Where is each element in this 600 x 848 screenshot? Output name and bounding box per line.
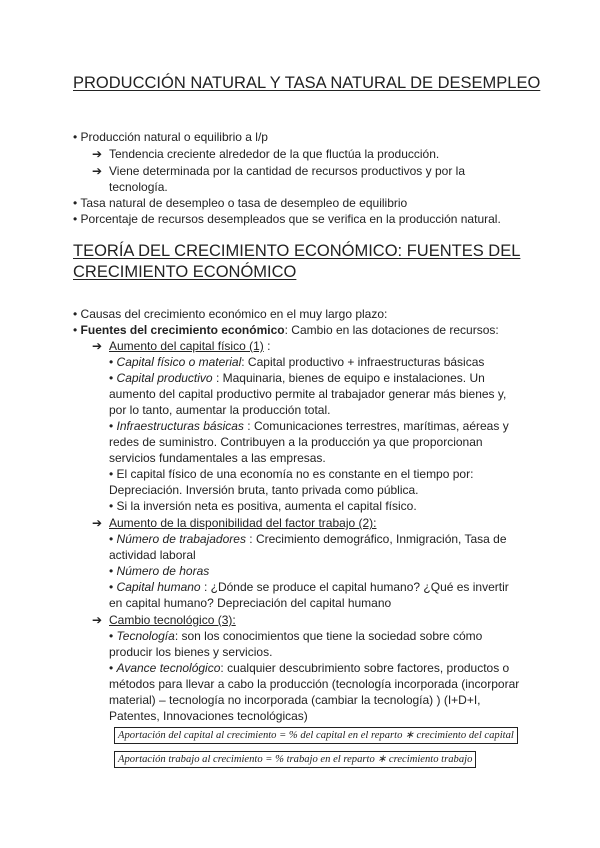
capital-line-5-rest: : Comunicaciones terrestres, marítimas, aéreas y [243, 419, 509, 433]
capital-productivo-term: Capital productivo [116, 371, 213, 385]
formula-capital: Aportación del capital al crecimiento = % del capital en el reparto ∗ crecimiento del capital [114, 727, 518, 744]
arrow-icon: ➔ [92, 516, 103, 530]
numero-horas-term: Número de horas [116, 564, 210, 578]
avance-tecnologico-term: Avance tecnológico [116, 661, 221, 675]
bullet-fuentes [73, 322, 499, 338]
sub-bullet-tecnologia: tecnología. [109, 180, 168, 194]
capital-line-2-rest: : Maquinaria, bienes de equipo e instalaciones. Un [212, 371, 485, 385]
capital-line-7: servicios fundamentales a las empresas. [109, 451, 326, 465]
capital-line-8: • El capital físico de una economía no es constante en el tiempo por: [109, 467, 474, 481]
bullet-mark: • [73, 323, 81, 337]
trabajo-line-4 [109, 579, 509, 595]
arrow-icon: ➔ [92, 147, 103, 161]
fuentes-bold: Fuentes del crecimiento económico [80, 323, 285, 337]
tecno-line-1-rest: : son los conocimientos que tiene la sociedad sobre cómo [174, 629, 483, 643]
capital-line-1 [109, 354, 484, 370]
arrow-icon: ➔ [92, 164, 103, 178]
trabajo-line-1 [109, 531, 507, 547]
capital-line-2 [109, 370, 485, 386]
trabajo-line-1-rest: : Crecimiento demográfico, Inmigración, Tasa de [245, 532, 507, 546]
tecno-line-6: Patentes, Innovaciones tecnológicas) [109, 709, 308, 723]
capital-heading-text: Aumento del capital físico (1) [109, 339, 264, 353]
bullet-causas: • Causas del crecimiento económico en el muy largo plazo: [73, 307, 388, 321]
bullet-mark: • [109, 355, 117, 369]
bullet-mark: • [109, 419, 117, 433]
bullet-porcentaje: • Porcentaje de recursos desempleados que se verifica en la producción natural. [73, 212, 501, 226]
trabajo-line-5: en capital humano? Depreciación del capital humano [109, 596, 392, 610]
section-2-title: TEORÍA DEL CRECIMIENTO ECONÓMICO: FUENTES DEL CRECIMIENTO ECONÓMICO [73, 242, 521, 281]
tecno-line-4: métodos para llevar a cabo la producción (tecnología incorporada (incorporar [109, 677, 520, 691]
numero-trabajadores-term: Número de trabajadores [116, 532, 246, 546]
tecno-line-1 [109, 628, 482, 644]
bullet-produccion-natural: • Producción natural o equilibrio a l/p [73, 130, 268, 144]
arrow-icon: ➔ [92, 613, 103, 627]
sub-bullet-tendencia: Tendencia creciente alrededor de la que fluctúa la producción. [109, 147, 440, 161]
capital-line-6: redes de suministro. Contribuyen a la producción ya que proporcionan [109, 435, 483, 449]
capital-line-9: Depreciación. Inversión bruta, tanto privada como pública. [109, 483, 419, 497]
capital-heading-suffix: : [263, 339, 271, 353]
capital-line-10: • Si la inversión neta es positiva, aumenta el capital físico. [109, 499, 417, 513]
tecno-line-5: material) – tecnología no incorporada (cambiar la tecnología) ) (I+D+I, [109, 693, 481, 707]
capital-fisico-term: Capital físico o material [116, 355, 242, 369]
bullet-mark: • [109, 532, 117, 546]
section-1-title: PRODUCCIÓN NATURAL Y TASA NATURAL DE DESEMPLEO [73, 74, 541, 92]
infraestructuras-term: Infraestructuras básicas [116, 419, 244, 433]
trabajo-heading: Aumento de la disponibilidad del factor trabajo (2): [109, 516, 377, 530]
bullet-mark: • [109, 371, 117, 385]
trabajo-line-3 [109, 563, 209, 579]
capital-humano-term: Capital humano [116, 580, 201, 594]
trabajo-line-4-rest: : ¿Dónde se produce el capital humano? ¿Qué es invertir [200, 580, 509, 594]
tecno-line-3 [109, 660, 509, 676]
tecno-line-3-rest: : cualquier descubrimiento sobre factores, productos o [220, 661, 510, 675]
bullet-mark: • [109, 629, 117, 643]
bullet-mark: • [109, 661, 117, 675]
sub-bullet-viene: Viene determinada por la cantidad de recursos productivos y por la [109, 164, 465, 178]
bullet-mark: • [109, 564, 117, 578]
capital-line-5 [109, 418, 509, 434]
bullet-tasa-natural: • Tasa natural de desempleo o tasa de desempleo de equilibrio [73, 196, 408, 210]
capital-line-4: por lo tanto, aumentar la producción total. [109, 403, 331, 417]
bullet-mark: • [109, 580, 117, 594]
tecno-line-2: producir los bienes y servicios. [109, 645, 273, 659]
tecno-heading: Cambio tecnológico (3): [109, 613, 236, 627]
capital-heading [109, 338, 270, 354]
arrow-icon: ➔ [92, 339, 103, 353]
formula-trabajo: Aportación trabajo al crecimiento = % trabajo en el reparto ∗ crecimiento trabajo [114, 751, 476, 768]
trabajo-line-2: actividad laboral [109, 548, 196, 562]
capital-line-3: aumento del capital productivo permite al trabajador generar más bienes y, [109, 387, 507, 401]
tecnologia-term: Tecnología [116, 629, 175, 643]
capital-line-1-rest: : Capital productivo + infraestructuras básicas [241, 355, 485, 369]
fuentes-rest: : Cambio en las dotaciones de recursos: [284, 323, 499, 337]
